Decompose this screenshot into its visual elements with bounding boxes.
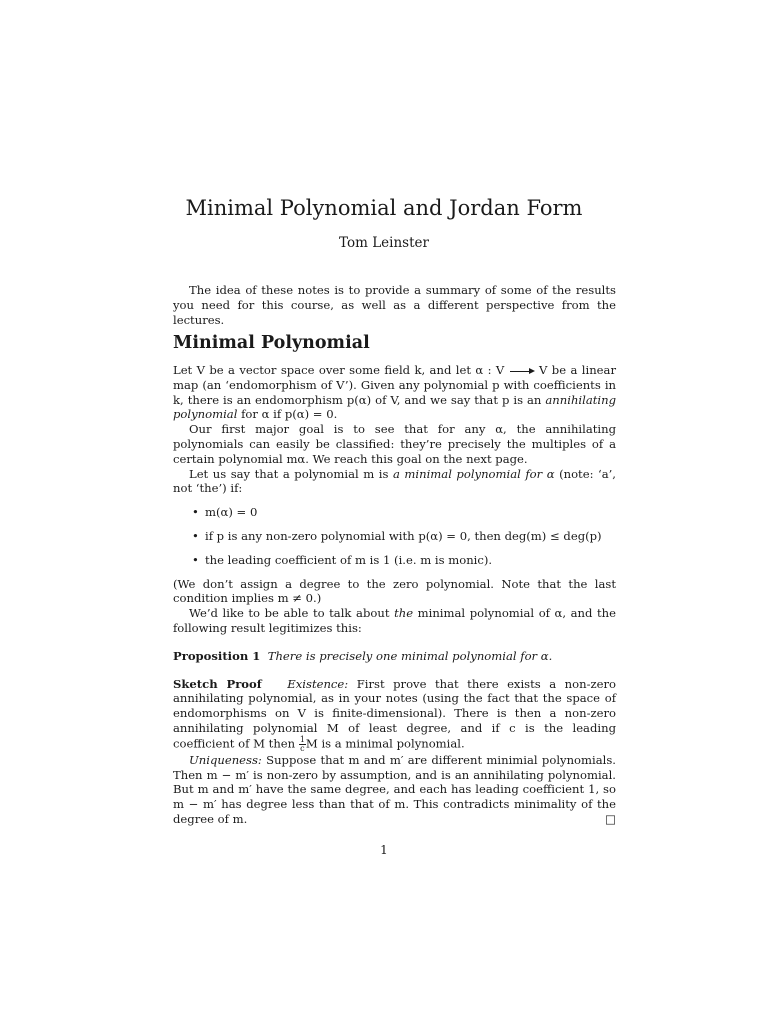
paragraph-minimal-def: Let us say that a polynomial m is a minimal polynomial for α (note: ‘a’, not ‘the’) if: [173, 466, 616, 496]
paragraph-definition: Let V be a vector space over some field k, and let α : V V be a linear map (an ‘endomorphism of V’). Given any polynomial p with coefficients in k, there is an endomorphism p(α) of V, and we say that p is an annihilating polynomial for α if p(α) = 0. [173, 363, 616, 422]
paragraph-goal: Our first major goal is to see that for any α, the annihilating polynomials can easily be classified: they’re precisely the multiples of a certain polynomial mα. We reach this goal on the next page. [173, 422, 616, 466]
list-item: • if p is any non-zero polynomial with p(α) = 0, then deg(m) ≤ deg(p) [173, 529, 616, 544]
arrow-icon [509, 366, 535, 376]
list-item: • m(α) = 0 [173, 505, 616, 520]
paragraph-note: (We don’t assign a degree to the zero polynomial. Note that the last condition implies m ≠ 0.) [173, 576, 616, 606]
author-name: Tom Leinster [339, 235, 429, 251]
qed-symbol: □ [605, 811, 616, 826]
proposition: Proposition 1 There is precisely one minimal polynomial for α. [173, 648, 553, 663]
list-item: • the leading coefficient of m is 1 (i.e. m is monic). [173, 553, 616, 568]
proof-existence: Sketch Proof Existence: First prove that there exists a non-zero annihilating polynomial, as in your notes (using the fact that the space of endomorphisms on V is finite-dimensional). There is then a non-zero annihilating polynomial M of least degree, and if c is the leading coefficient of M then $\frac{1}{c}$ M is a minimal polynomial. [173, 676, 616, 753]
page-number: 1 [380, 843, 388, 857]
intro-paragraph: The idea of these notes is to provide a summary of some of the results you need for this course, as well as a different perspective from the lectures. [173, 283, 616, 327]
section-heading: Minimal Polynomial [173, 333, 370, 353]
condition-list [173, 505, 616, 567]
page-title: Minimal Polynomial and Jordan Form [185, 196, 583, 220]
proof-uniqueness: Uniqueness: Suppose that m and m′ are different minimial polynomials. Then m − m′ is non-zero by assumption, and is an annihilating polynomial. But m and m′ have the same degree, and each has leading coefficient 1, so m − m′ has degree less than that of m. This contradicts minimality of the degree of m. □ [173, 752, 616, 826]
paragraph-lead-in: We’d like to be able to talk about the minimal polynomial of α, and the following result legitimizes this: [173, 606, 617, 635]
fraction: $\frac{1}{c}$ [299, 734, 305, 753]
section-body [173, 363, 616, 827]
